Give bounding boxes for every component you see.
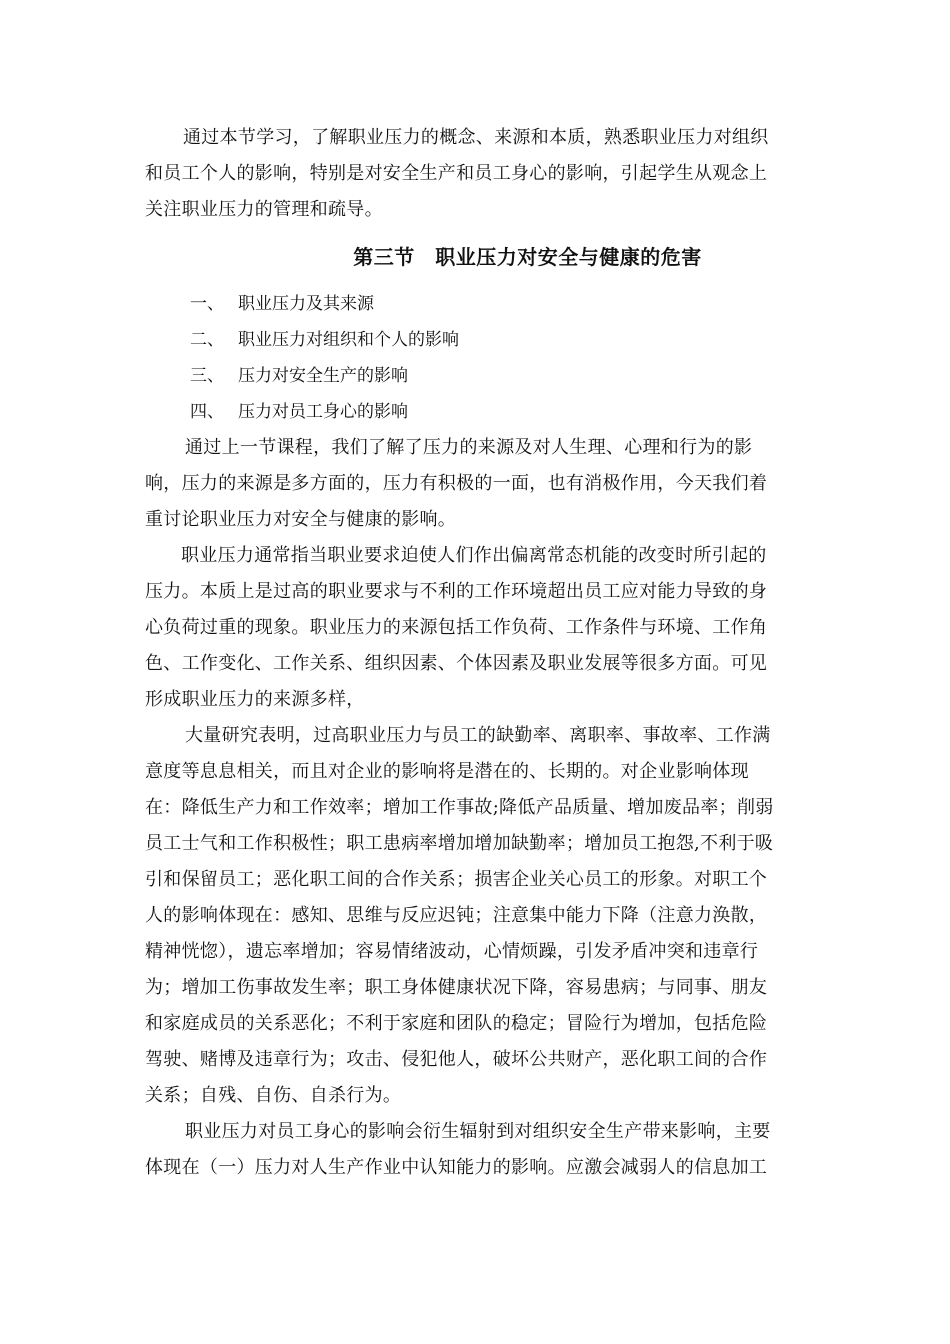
text-line: 职业压力通常指当职业要求迫使人们作出偏离常态机能的改变时所引起的: [181, 545, 767, 566]
list-number: 一、: [190, 294, 224, 314]
text-line: 员工士气和工作积极性；职工患病率增加增加缺勤率；增加员工抱怨,不利于吸: [145, 833, 774, 854]
text-line: 通过本节学习，了解职业压力的概念、来源和本质，熟悉职业压力对组织: [183, 127, 769, 148]
text-line: 和员工个人的影响，特别是对安全生产和员工身心的影响，引起学生从观念上: [145, 163, 768, 184]
intro-paragraph: [145, 120, 805, 228]
text-line: 在：降低生产力和工作效率；增加工作事故;降低产品质量、增加废品率；削弱: [145, 797, 774, 818]
list-text: 压力对员工身心的影响: [238, 402, 408, 422]
text-line: 形成职业压力的来源多样，: [145, 689, 365, 710]
text-line: 心负荷过重的现象。职业压力的来源包括工作负荷、工作条件与环境、工作角: [145, 617, 768, 638]
list-number: 四、: [190, 402, 224, 422]
paragraph-1: [145, 430, 805, 538]
text-line: 通过上一节课程，我们了解了压力的来源及对人生理、心理和行为的影: [185, 437, 753, 458]
list-text: 职业压力对组织和个人的影响: [238, 330, 459, 350]
list-item: [145, 286, 805, 322]
text-line: 和家庭成员的关系恶化；不利于家庭和团队的稳定；冒险行为增加，包括危险: [145, 1013, 768, 1034]
list-item: [145, 322, 805, 358]
list-number: 二、: [190, 330, 224, 350]
text-line: 驾驶、赌博及违章行为；攻击、侵犯他人，破坏公共财产，恶化职工间的合作: [145, 1049, 768, 1070]
text-line: 体现在（一）压力对人生产作业中认知能力的影响。应激会减弱人的信息加工: [145, 1157, 768, 1178]
document-page: [145, 120, 805, 1186]
text-line: 关注职业压力的管理和疏导。: [145, 199, 383, 220]
list-item: [145, 358, 805, 394]
text-line: 色、工作变化、工作关系、组织因素、个体因素及职业发展等很多方面。可见: [145, 653, 768, 674]
text-line: 人的影响体现在：感知、思维与反应迟钝；注意集中能力下降（注意力涣散，: [145, 905, 768, 926]
text-line: 职业压力对员工身心的影响会衍生辐射到对组织安全生产带来影响，主要: [185, 1121, 771, 1142]
paragraph-3: [145, 718, 805, 1114]
text-line: 精神恍惚），遗忘率增加；容易情绪波动，心情烦躁，引发矛盾冲突和违章行: [145, 941, 759, 962]
text-line: 大量研究表明，过高职业压力与员工的缺勤率、离职率、事故率、工作满: [185, 725, 771, 746]
section-title: 第三节 职业压力对安全与健康的危害: [353, 245, 702, 269]
text-line: 重讨论职业压力对安全与健康的影响。: [145, 509, 457, 530]
list-text: 职业压力及其来源: [238, 294, 374, 314]
list-text: 压力对安全生产的影响: [238, 366, 408, 386]
text-line: 关系；自残、自伤、自杀行为。: [145, 1085, 402, 1106]
text-line: 意度等息息相关，而且对企业的影响将是潜在的、长期的。对企业影响体现: [145, 761, 749, 782]
paragraph-2: [145, 538, 805, 718]
text-line: 压力。本质上是过高的职业要求与不利的工作环境超出员工应对能力导致的身: [145, 581, 768, 602]
paragraph-4: [145, 1114, 805, 1186]
text-line: 为；增加工伤事故发生率；职工身体健康状况下降，容易患病；与同事、朋友: [145, 977, 768, 998]
list-number: 三、: [190, 366, 224, 386]
outline-list: [145, 286, 805, 430]
text-line: 响，压力的来源是多方面的，压力有积极的一面，也有消极作用，今天我们着: [145, 473, 768, 494]
text-line: 引和保留员工；恶化职工间的合作关系；损害企业关心员工的形象。对职工个: [145, 869, 768, 890]
list-item: [145, 394, 805, 430]
